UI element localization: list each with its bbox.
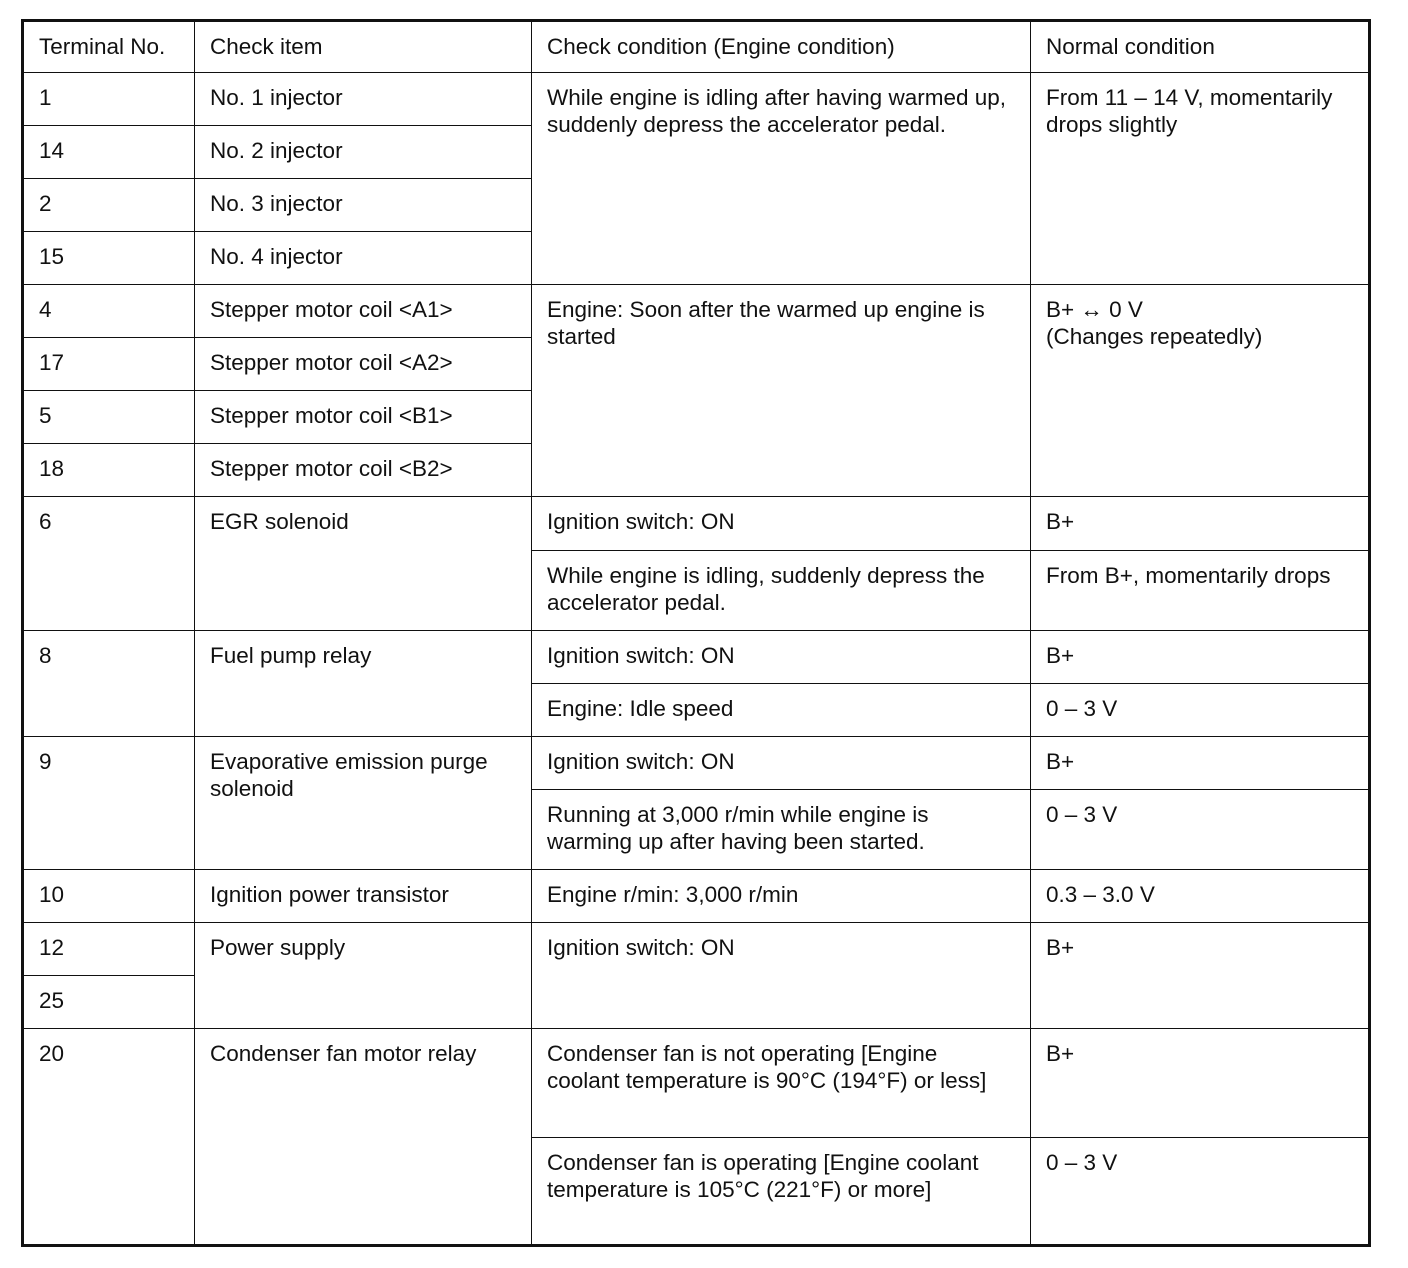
header-normal-condition: Normal condition [1031, 21, 1370, 73]
table-row [23, 285, 1370, 338]
normal-condition-cell: 0.3 – 3.0 V [1031, 870, 1370, 923]
check-condition-cell: Ignition switch: ON [532, 923, 1031, 1029]
table-row [23, 1029, 1370, 1138]
check-condition-cell: While engine is idling, suddenly depress the accelerator pedal. [532, 551, 1031, 631]
terminal-cell: 20 [23, 1029, 195, 1246]
check-condition-cell: Condenser fan is operating [Engine coolant temperature is 105°C (221°F) or more] [532, 1138, 1031, 1246]
check-condition-cell: Condenser fan is not operating [Engine coolant temperature is 90°C (194°F) or less] [532, 1029, 1031, 1138]
terminal-cell: 2 [23, 179, 195, 232]
check-item-cell: Condenser fan motor relay [195, 1029, 532, 1246]
header-check-condition: Check condition (Engine condition) [532, 21, 1031, 73]
normal-condition-line: B+ ↔ 0 V [1046, 297, 1143, 322]
check-condition-cell: Ignition switch: ON [532, 737, 1031, 790]
terminal-cell: 15 [23, 232, 195, 285]
terminal-cell: 17 [23, 338, 195, 391]
terminal-check-table [21, 19, 1371, 1247]
check-item-cell: Ignition power transistor [195, 870, 532, 923]
check-condition-cell: Engine: Soon after the warmed up engine is started [532, 285, 1031, 497]
terminal-cell: 10 [23, 870, 195, 923]
normal-condition-cell: B+ [1031, 497, 1370, 551]
normal-condition-cell: B+ [1031, 631, 1370, 684]
terminal-cell: 5 [23, 391, 195, 444]
table-row [23, 737, 1370, 790]
normal-condition-line: (Changes repeatedly) [1046, 324, 1263, 349]
terminal-cell: 8 [23, 631, 195, 737]
terminal-cell: 14 [23, 126, 195, 179]
check-item-cell: No. 1 injector [195, 73, 532, 126]
normal-condition-cell [1031, 285, 1370, 497]
table-row [23, 631, 1370, 684]
check-item-cell: Stepper motor coil <A1> [195, 285, 532, 338]
table-row [23, 497, 1370, 551]
check-condition-cell: Engine: Idle speed [532, 684, 1031, 737]
terminal-cell: 1 [23, 73, 195, 126]
table-row [23, 923, 1370, 976]
header-check-item: Check item [195, 21, 532, 73]
normal-condition-cell: B+ [1031, 1029, 1370, 1138]
check-condition-cell: While engine is idling after having warmed up, suddenly depress the accelerator pedal. [532, 73, 1031, 285]
check-condition-cell: Running at 3,000 r/min while engine is warming up after having been started. [532, 790, 1031, 870]
check-item-cell: Fuel pump relay [195, 631, 532, 737]
header-terminal: Terminal No. [23, 21, 195, 73]
table-row [23, 73, 1370, 126]
check-item-cell: Evaporative emission purge solenoid [195, 737, 532, 870]
check-item-cell: No. 3 injector [195, 179, 532, 232]
check-item-cell: EGR solenoid [195, 497, 532, 631]
check-condition-cell: Ignition switch: ON [532, 497, 1031, 551]
terminal-cell: 18 [23, 444, 195, 497]
terminal-cell: 12 [23, 923, 195, 976]
terminal-cell: 6 [23, 497, 195, 631]
normal-condition-cell: 0 – 3 V [1031, 684, 1370, 737]
check-item-cell: Power supply [195, 923, 532, 1029]
terminal-cell: 9 [23, 737, 195, 870]
header-row [23, 21, 1370, 73]
check-item-cell: No. 4 injector [195, 232, 532, 285]
check-item-cell: Stepper motor coil <B1> [195, 391, 532, 444]
normal-condition-cell: B+ [1031, 923, 1370, 1029]
terminal-cell: 25 [23, 976, 195, 1029]
normal-condition-cell: From 11 – 14 V, momentarily drops slightly [1031, 73, 1370, 285]
normal-condition-cell: 0 – 3 V [1031, 1138, 1370, 1246]
normal-condition-cell: B+ [1031, 737, 1370, 790]
normal-condition-cell: 0 – 3 V [1031, 790, 1370, 870]
table-row [23, 870, 1370, 923]
check-item-cell: No. 2 injector [195, 126, 532, 179]
check-condition-cell: Ignition switch: ON [532, 631, 1031, 684]
check-item-cell: Stepper motor coil <B2> [195, 444, 532, 497]
check-condition-cell: Engine r/min: 3,000 r/min [532, 870, 1031, 923]
terminal-cell: 4 [23, 285, 195, 338]
normal-condition-cell: From B+, momentarily drops [1031, 551, 1370, 631]
check-item-cell: Stepper motor coil <A2> [195, 338, 532, 391]
